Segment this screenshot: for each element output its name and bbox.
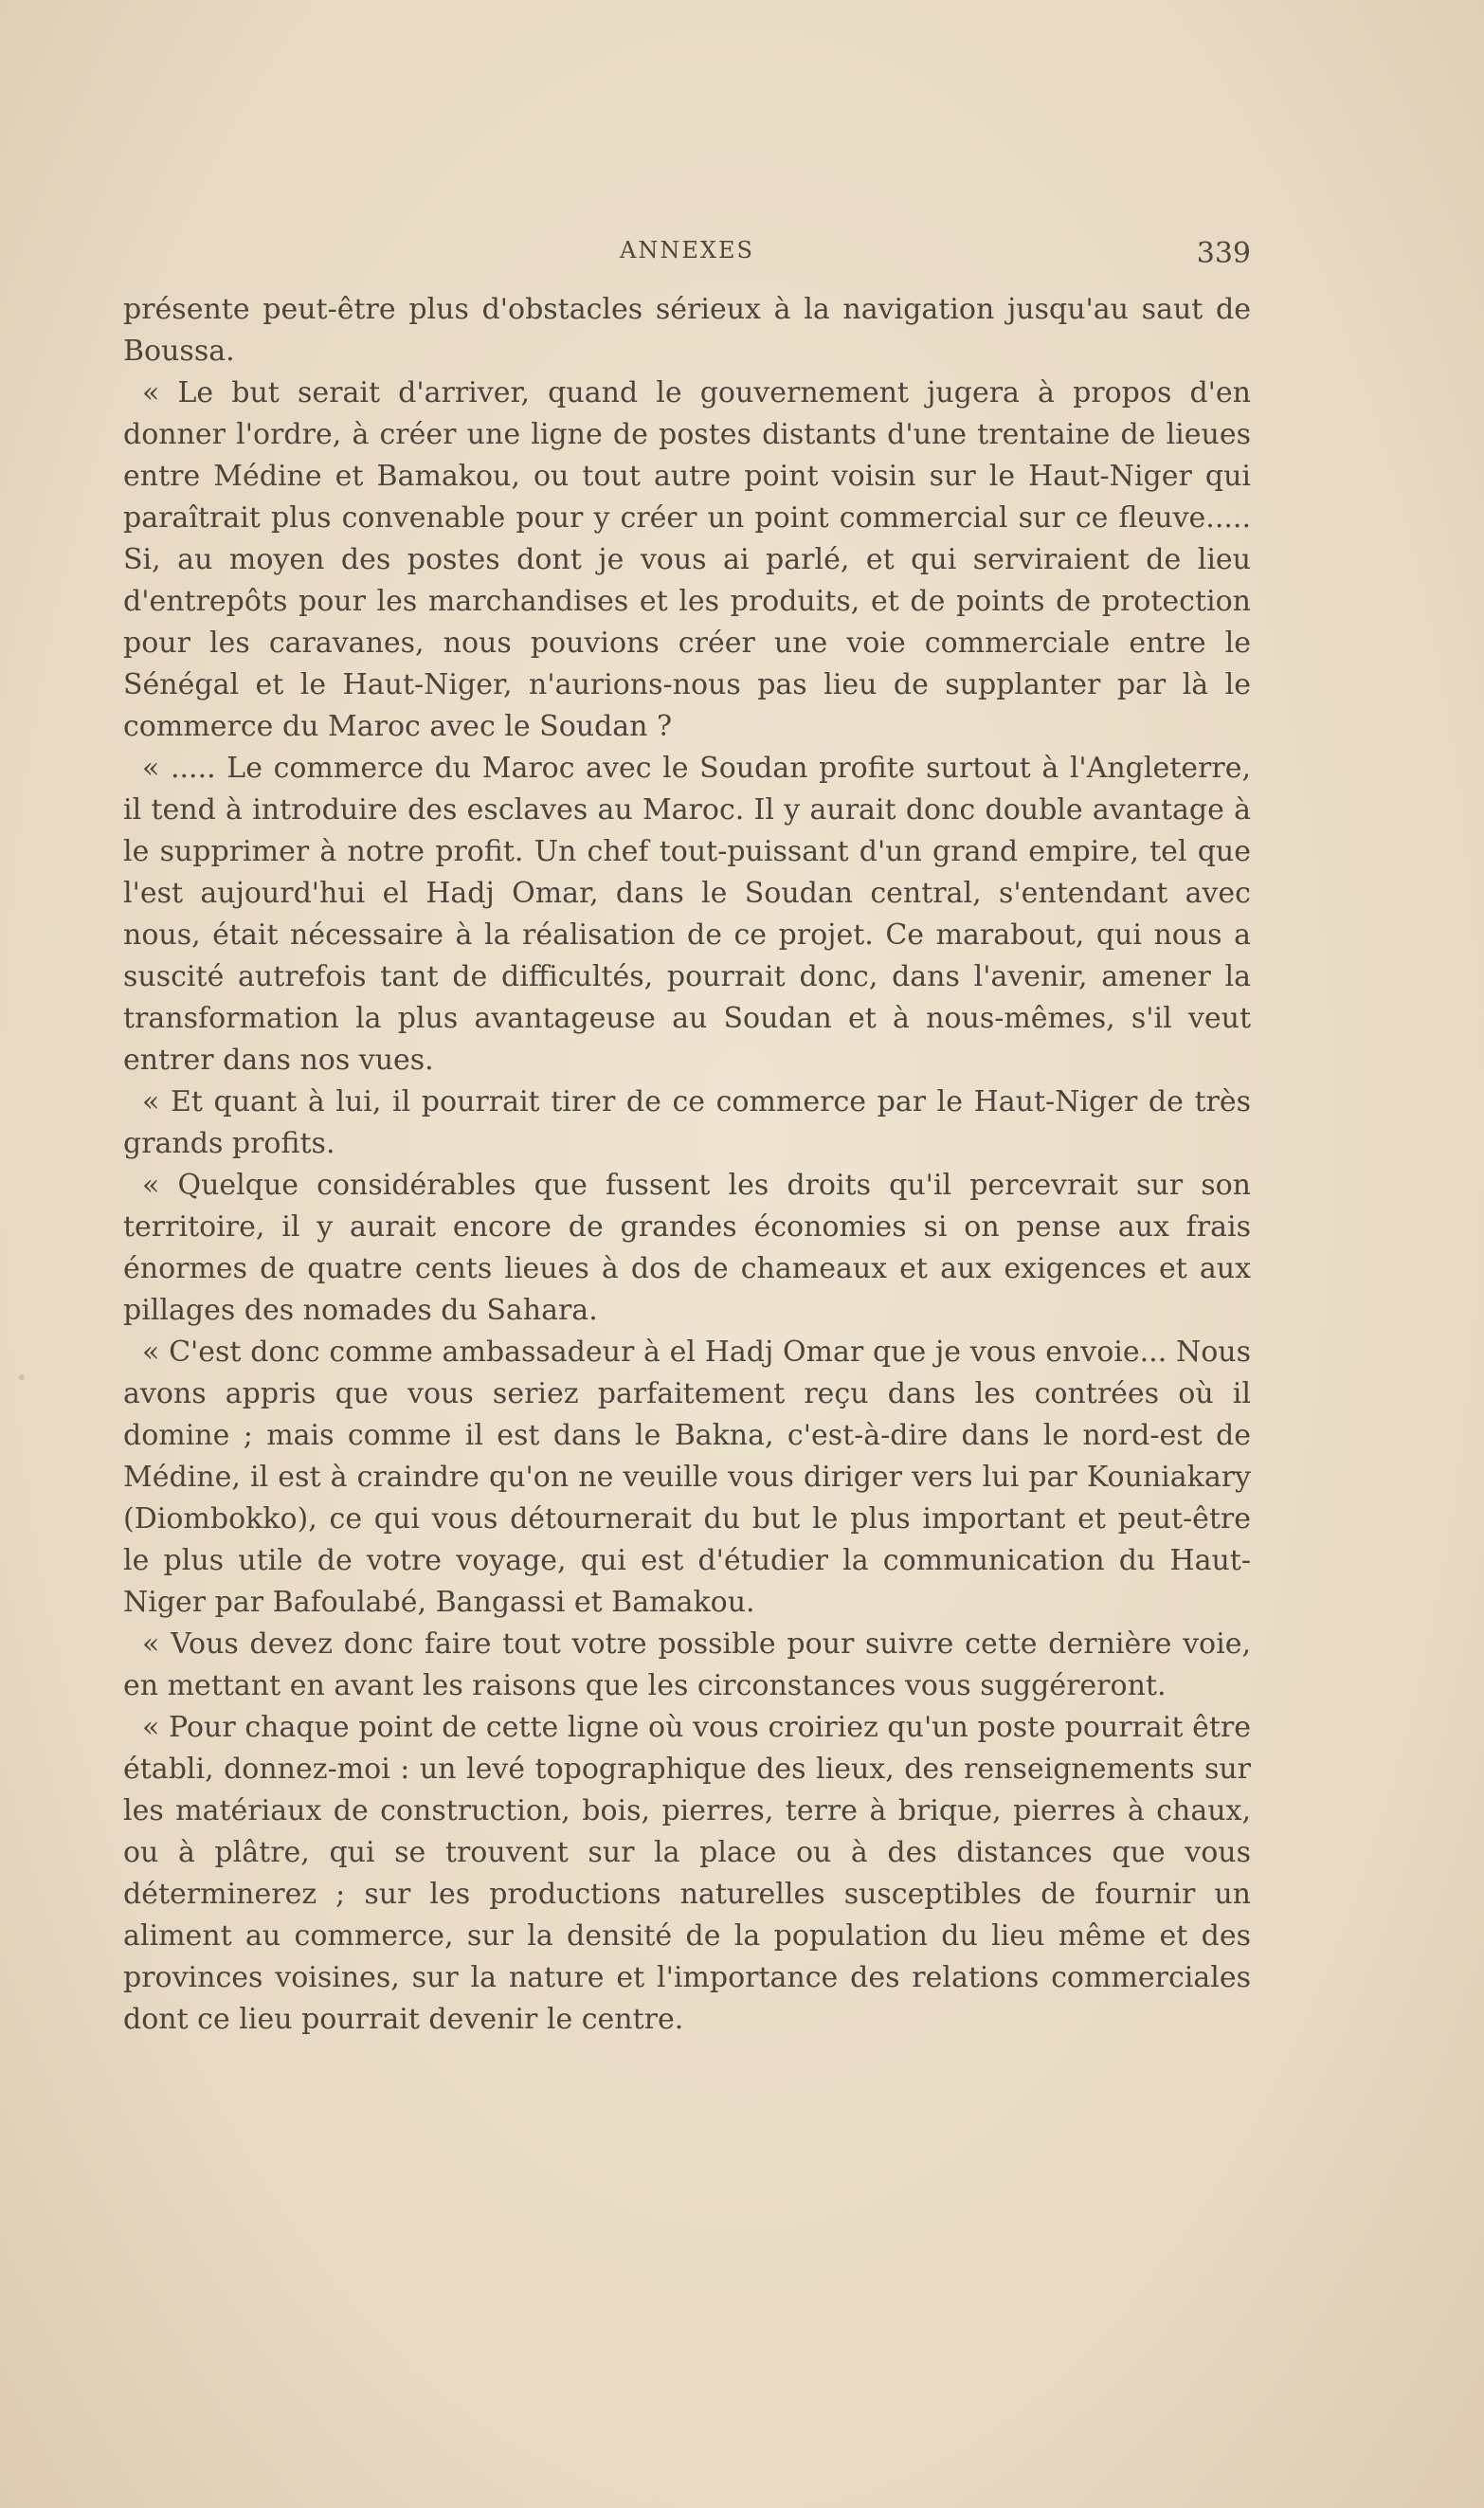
- paragraph: « Et quant à lui, il pourrait tirer de ce commerce par le Haut-Niger de très grands profits.: [123, 1085, 1251, 1160]
- paragraph: « Vous devez donc faire tout votre possible pour suivre cette dernière voie, en mettant en avant les raisons que les circonstances vous suggéreront.: [123, 1627, 1251, 1702]
- paragraph: « Quelque considérables que fussent les droits qu'il percevrait sur son territoire, il y aurait encore de grandes économies si on pense aux frais énormes de quatre cents lieues à dos de chameaux et aux exigences et aux pillages des nomades du Sahara.: [123, 1169, 1251, 1327]
- body-text: [123, 289, 1251, 2041]
- paragraph: « Pour chaque point de cette ligne où vous croiriez qu'un poste pourrait être établi, donnez-moi : un levé topographique des lieux, des renseignements sur les matériaux de construction, bois, pierres, terre à brique, pierres à chaux, ou à plâtre, qui se trouvent sur la place ou à des distances que vous déterminerez ; sur les productions naturelles susceptibles de fournir un aliment au commerce, sur la densité de la population du lieu même et des provinces voisines, sur la nature et l'importance des relations commerciales dont ce lieu pourrait devenir le centre.: [123, 1711, 1251, 2036]
- paragraph: « ..... Le commerce du Maroc avec le Soudan profite surtout à l'Angleterre, il tend à introduire des esclaves au Maroc. Il y aurait donc double avantage à le supprimer à notre profit. Un chef tout-puissant d'un grand empire, tel que l'est aujourd'hui el Hadj Omar, dans le Soudan central, s'entendant avec nous, était nécessaire à la réalisation de ce projet. Ce marabout, qui nous a suscité autrefois tant de difficultés, pourrait donc, dans l'avenir, amener la transformation la plus avantageuse au Soudan et à nous-mêmes, s'il veut entrer dans nos vues.: [123, 752, 1251, 1077]
- paper-blemish: [19, 1374, 25, 1380]
- page-number: 339: [1196, 237, 1251, 270]
- paragraph: présente peut-être plus d'obstacles sérieux à la navigation jusqu'au saut de Boussa.: [123, 293, 1251, 368]
- paragraph: « C'est donc comme ambassadeur à el Hadj Omar que je vous envoie... Nous avons appris que vous seriez parfaitement reçu dans les contrées où il domine ; mais comme il est dans le Bakna, c'est-à-dire dans le nord-est de Médine, il est à craindre qu'on ne veuille vous diriger vers lui par Kouniakary (Diombokko), ce qui vous détournerait du but le plus important et peut-être le plus utile de votre voyage, qui est d'étudier la communication du Haut-Niger par Bafoulabé, Bangassi et Bamakou.: [123, 1336, 1251, 1619]
- running-head: ANNEXES: [620, 237, 754, 264]
- page-header: [123, 237, 1251, 275]
- paragraph: « Le but serait d'arriver, quand le gouvernement jugera à propos d'en donner l'ordre, à créer une ligne de postes distants d'une trentaine de lieues entre Médine et Bamakou, ou tout autre point voisin sur le Haut-Niger qui paraîtrait plus convenable pour y créer un point commercial sur ce fleuve..... Si, au moyen des postes dont je vous ai parlé, et qui serviraient de lieu d'entrepôts pour les marchandises et les produits, et de points de protection pour les caravanes, nous pouvions créer une voie commerciale entre le Sénégal et le Haut-Niger, n'aurions-nous pas lieu de supplanter par là le commerce du Maroc avec le Soudan ?: [123, 376, 1251, 743]
